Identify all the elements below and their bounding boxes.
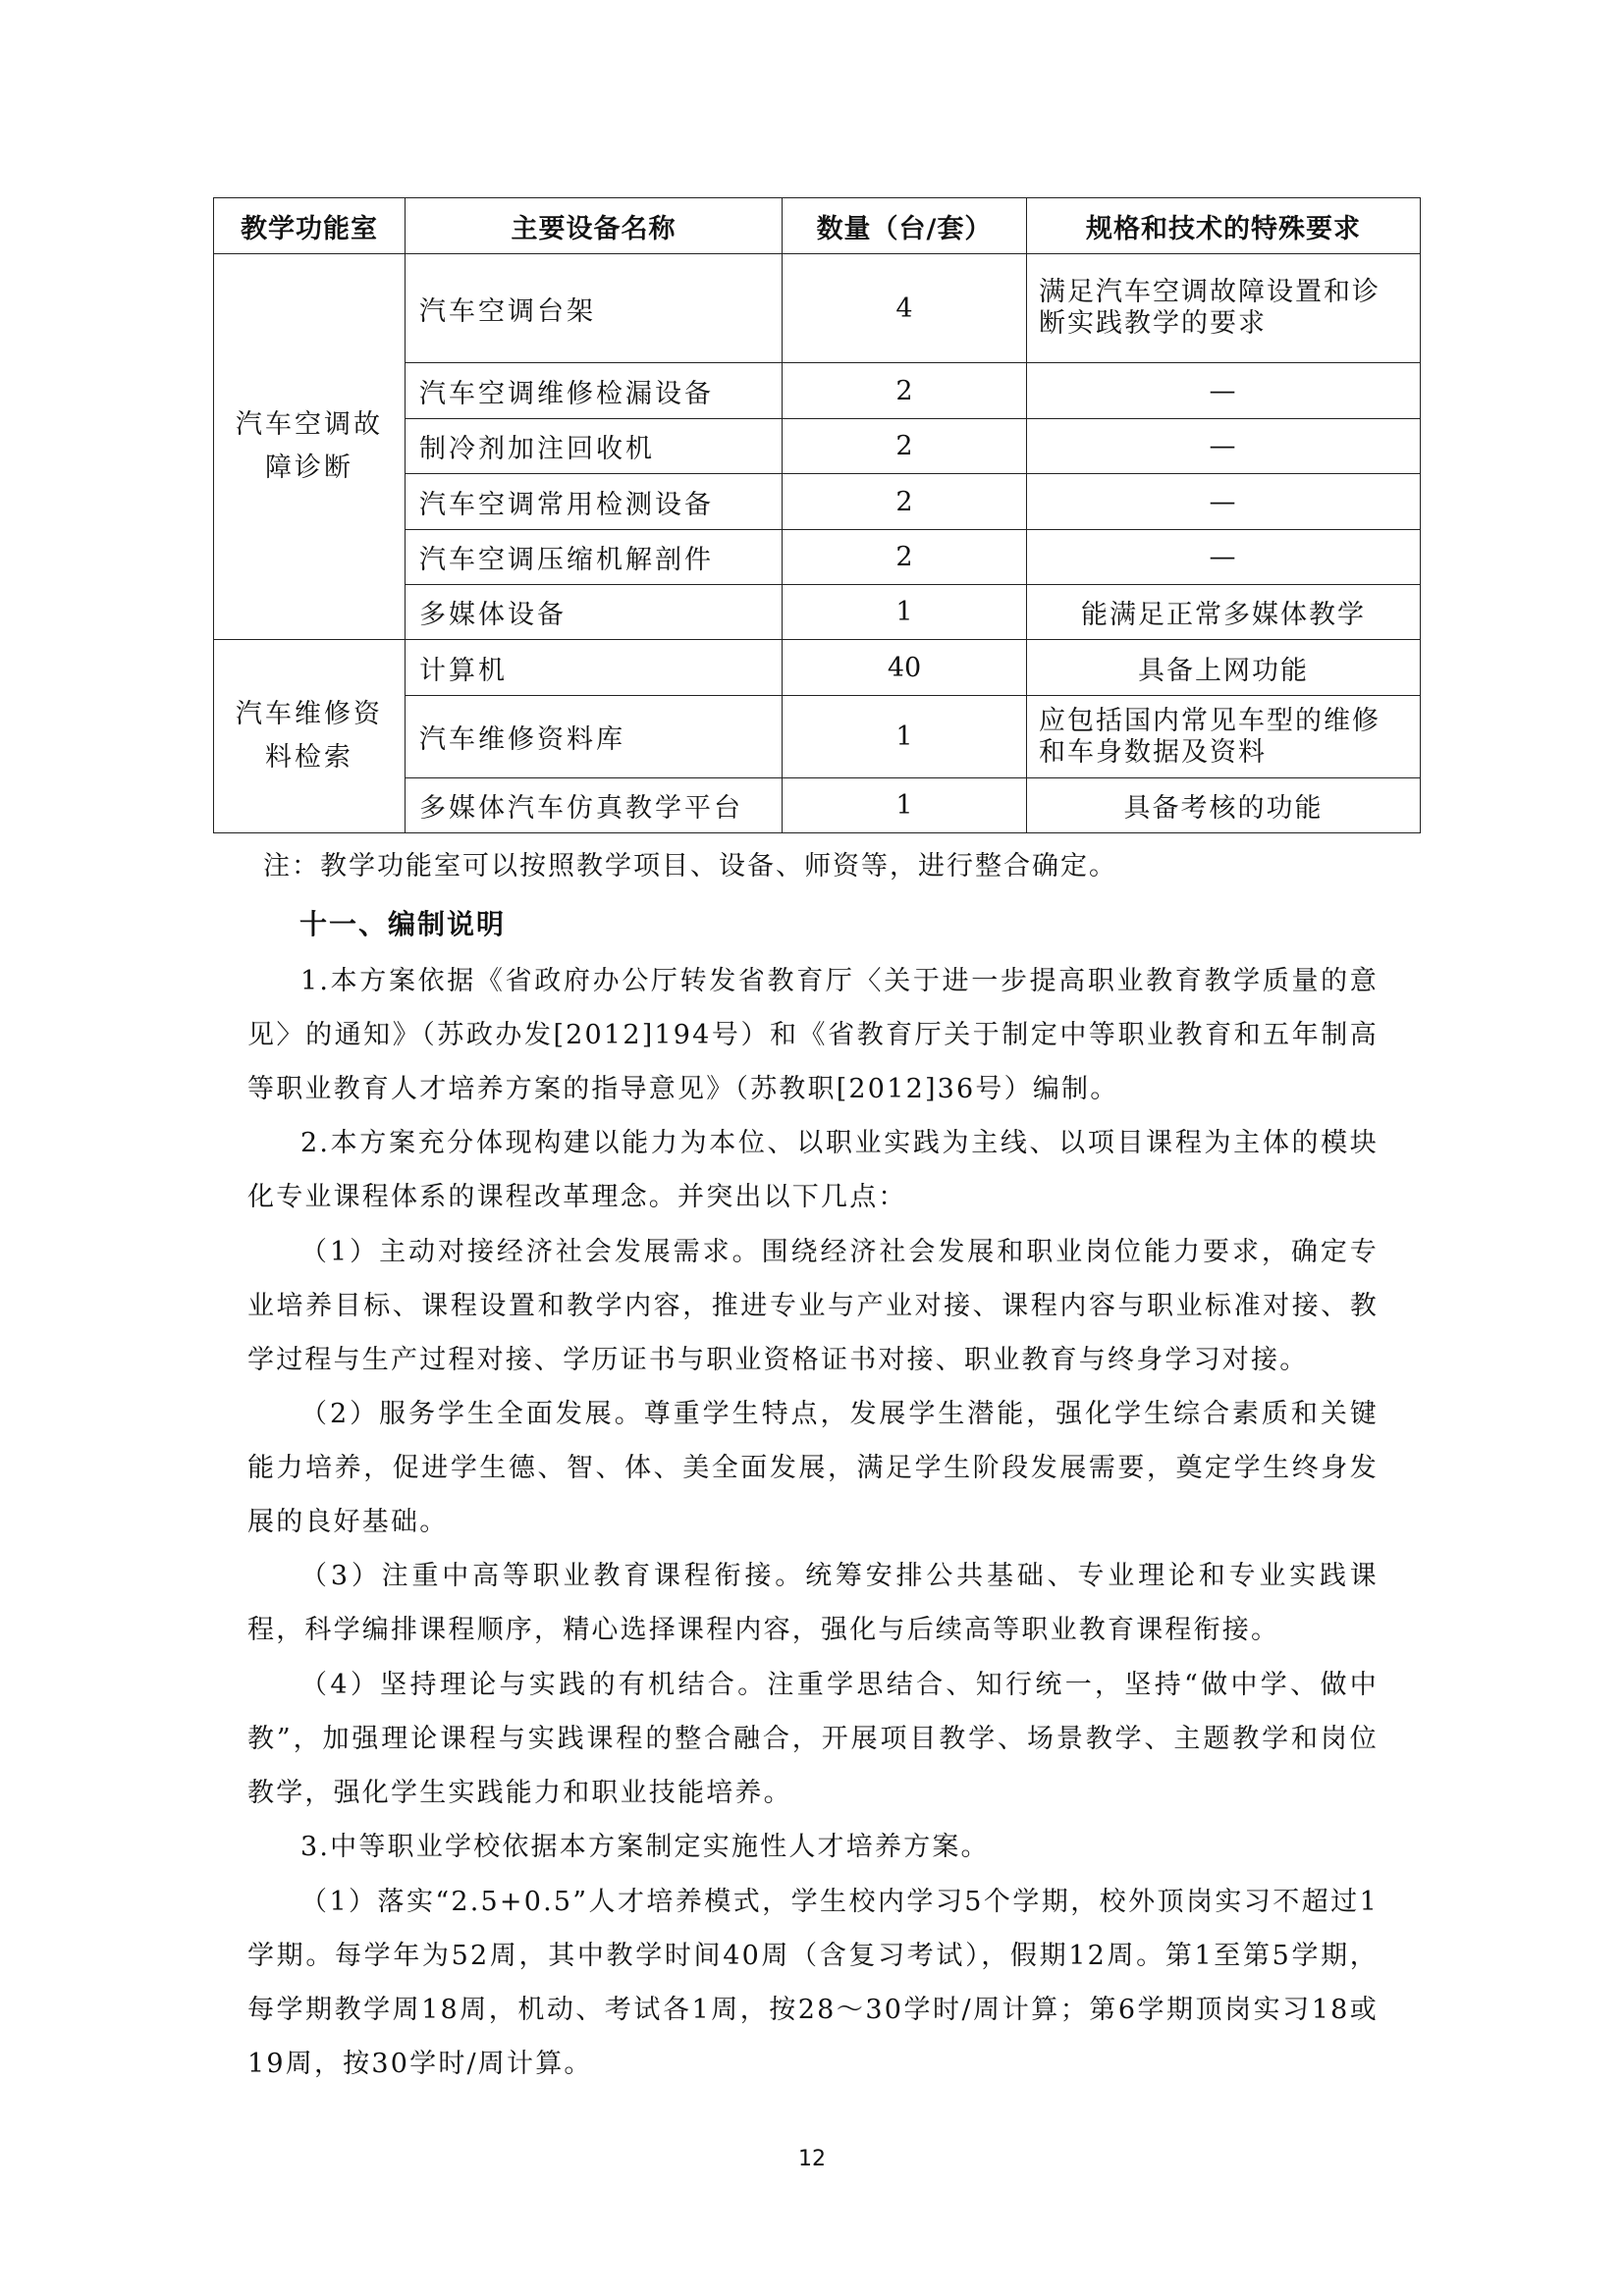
paragraph-7: 3.中等职业学校依据本方案制定实施性人才培养方案。 <box>300 1832 990 1862</box>
paragraph-4: （2）服务学生全面发展。尊重学生特点，发展学生潜能，强化学生综合素质和关键能力培养，促进学生德、智、体、美全面发展，满足学生阶段发展需要，奠定学生终身发展的良好基础。 <box>247 1399 1379 1537</box>
equipment-req: 具备考核的功能 <box>1027 778 1421 833</box>
equipment-name: 计算机 <box>406 640 783 696</box>
table-row <box>214 254 1421 363</box>
equipment-req: 应包括国内常见车型的维修和车身数据及资料 <box>1027 696 1421 778</box>
equipment-name: 多媒体汽车仿真教学平台 <box>406 778 783 833</box>
room-cell: 汽车维修资料检索 <box>214 640 406 833</box>
table-note: 注：教学功能室可以按照教学项目、设备、师资等，进行整合确定。 <box>263 851 1117 881</box>
equipment-req: — <box>1027 474 1421 530</box>
equipment-req: 满足汽车空调故障设置和诊断实践教学的要求 <box>1027 254 1421 363</box>
header-room: 教学功能室 <box>214 198 406 254</box>
equipment-qty: 40 <box>783 640 1027 696</box>
equipment-req: — <box>1027 419 1421 474</box>
paragraph-3: （1）主动对接经济社会发展需求。围绕经济社会发展和职业岗位能力要求，确定专业培养目标、课程设置和教学内容，推进专业与产业对接、课程内容与职业标准对接、教学过程与生产过程对接、学历证书与职业资格证书对接、职业教育与终身学习对接。 <box>247 1237 1379 1375</box>
header-requirements: 规格和技术的特殊要求 <box>1027 198 1421 254</box>
paragraph-8: （1）落实“2.5+0.5”人才培养模式，学生校内学习5个学期，校外顶岗实习不超过1学期。每学年为52周，其中教学时间40周（含复习考试），假期12周。第1至第5学期，每学期教学周18周，机动、考试各1周，按28～30学时/周计算；第6学期顶岗实习18或19周，按30学时/周计算。 <box>247 1887 1379 2079</box>
room-cell: 汽车空调故障诊断 <box>214 254 406 640</box>
table-header-row <box>214 198 1421 254</box>
equipment-name: 汽车空调压缩机解剖件 <box>406 530 783 585</box>
paragraph-1: 1.本方案依据《省政府办公厅转发省教育厅〈关于进一步提高职业教育教学质量的意见〉的通知》（苏政办发[2012]194号）和《省教育厅关于制定中等职业教育和五年制高等职业教育人才培养方案的指导意见》（苏教职[2012]36号）编制。 <box>247 966 1379 1104</box>
equipment-req: — <box>1027 530 1421 585</box>
equipment-name: 汽车空调常用检测设备 <box>406 474 783 530</box>
equipment-qty: 4 <box>783 254 1027 363</box>
page-number: 12 <box>798 2147 826 2171</box>
paragraph-6: （4）坚持理论与实践的有机结合。注重学思结合、知行统一，坚持“做中学、做中教”，加强理论课程与实践课程的整合融合，开展项目教学、场景教学、主题教学和岗位教学，强化学生实践能力和职业技能培养。 <box>247 1670 1379 1808</box>
equipment-qty: 2 <box>783 530 1027 585</box>
equipment-name: 多媒体设备 <box>406 585 783 640</box>
equipment-req: 能满足正常多媒体教学 <box>1027 585 1421 640</box>
paragraph-5: （3）注重中高等职业教育课程衔接。统筹安排公共基础、专业理论和专业实践课程，科学编排课程顺序，精心选择课程内容，强化与后续高等职业教育课程衔接。 <box>247 1561 1379 1645</box>
paragraph-2: 2.本方案充分体现构建以能力为本位、以职业实践为主线、以项目课程为主体的模块化专业课程体系的课程改革理念。并突出以下几点： <box>247 1128 1379 1212</box>
equipment-qty: 1 <box>783 585 1027 640</box>
header-equipment: 主要设备名称 <box>406 198 783 254</box>
equipment-name: 汽车空调维修检漏设备 <box>406 363 783 419</box>
equipment-name: 汽车空调台架 <box>406 254 783 363</box>
table-row <box>214 640 1421 696</box>
equipment-qty: 2 <box>783 363 1027 419</box>
equipment-qty: 1 <box>783 778 1027 833</box>
equipment-qty: 1 <box>783 696 1027 778</box>
equipment-table <box>213 197 1421 833</box>
equipment-name: 汽车维修资料库 <box>406 696 783 778</box>
equipment-qty: 2 <box>783 419 1027 474</box>
section-heading: 十一、编制说明 <box>299 908 507 940</box>
header-quantity: 数量（台/套） <box>783 198 1027 254</box>
equipment-name: 制冷剂加注回收机 <box>406 419 783 474</box>
equipment-req: — <box>1027 363 1421 419</box>
equipment-qty: 2 <box>783 474 1027 530</box>
equipment-req: 具备上网功能 <box>1027 640 1421 696</box>
